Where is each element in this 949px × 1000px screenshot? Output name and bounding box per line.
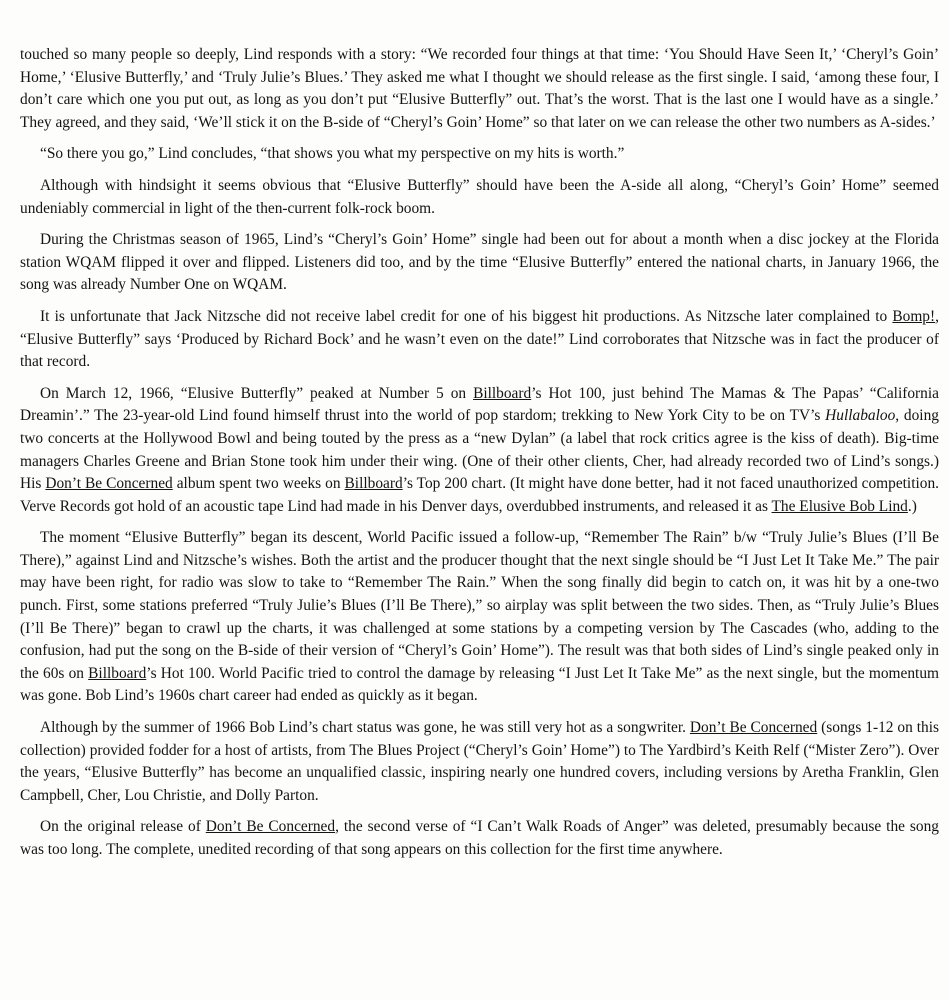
paragraph-6 [20, 383, 939, 519]
paragraph-1 [20, 44, 939, 134]
text-run: , the second verse of “I Can’t Walk Roads of Anger” was deleted, presumably because the song was too long. The complete, unedited recording of that song appears on this collection for the first time anywhere. [20, 818, 939, 858]
text-run: The moment “Elusive Butterfly” began its descent, World Pacific issued a follow-up, “Remember The Rain” b/w “Truly Julie’s Blues (I’ll Be There),” against Lind and Nitzsche’s wishes. Both the artist and the producer thought that the next single should be “I Just Let It Take Me.” The pair may have been right, for radio was slow to take to “Remember The Rain.” When the song finally did begin to catch on, it was hit by a one-two punch. First, some stations preferred “Truly Julie’s Blues (I’ll Be There),” so airplay was split between the two sides. Then, as “Truly Julie’s Blues (I’ll Be There)” began to crawl up the charts, it was challenged at some stations by a competing version by The Cascades (who, adding to the confusion, had put the song on the B-side of their version of “Cheryl’s Goin’ Home”). The result was that both sides of Lind’s single peaked only in the 60s on [20, 529, 939, 682]
album-title: Don’t Be Concerned [689, 719, 818, 737]
text-run: , doing two concerts at the Hollywood Bowl and being touted by the press as a “new Dylan” (a label that rock critics agree is the kiss of death). Big-time managers Charles Greene and Brian Stone took him under their wing. (One of their other clients, Cher, had already recorded two of Lind’s songs.) His [20, 407, 939, 493]
text-run: album spent two weeks on [172, 475, 345, 493]
text-run: During the Christmas season of 1965, Lind’s “Cheryl’s Goin’ Home” single had been out for about a month when a disc jockey at the Florida station WQAM flipped it over and flipped. Listeners did too, and by the time “Elusive Butterfly” entered the national charts, in January 1966, the song was already Number One on WQAM. [20, 231, 939, 294]
album-title: The Elusive Bob Lind [771, 497, 908, 515]
publication-title-billboard: Billboard [344, 475, 403, 493]
text-run: On March 12, 1966, “Elusive Butterfly” peaked at Number 5 on [40, 384, 474, 402]
album-title: Don’t Be Concerned [45, 475, 173, 493]
paragraph-9 [20, 816, 939, 861]
text-run: ’s Top 200 chart. (It might have done better, had it not faced unauthorized competition. Verve Records got hold of an acoustic tape Lind had made in his Denver days, overdubbed instruments, and released it as [20, 475, 940, 515]
publication-title-billboard: Billboard [473, 384, 532, 402]
paragraph-8 [20, 717, 939, 807]
tv-show-title: Hullabaloo [825, 407, 896, 425]
publication-title-bomp: Bomp! [892, 307, 936, 325]
text-run: ’s Hot 100. World Pacific tried to control the damage by releasing “I Just Let It Take Me” as the next single, but the momentum was gone. Bob Lind’s 1960s chart career had ended as quickly as it began. [20, 664, 939, 705]
text-run: (songs 1-12 on this collection) provided fodder for a host of artists, from The Blues Project (“Cheryl’s Goin’ Home”) to The Yardbird’s Keith Relf (“Mister Zero”). Over the years, “Elusive Butterfly” has become an unqualified classic, inspiring nearly one hundred covers, including versions by Aretha Franklin, Glen Campbell, Cher, Lou Christie, and Dolly Parton. [20, 719, 939, 804]
text-run: .) [907, 497, 917, 515]
text-run: ’s Hot 100, just behind The Mamas & The Papas’ “California Dreamin’.” The 23-year-old Lind found himself thrust into the world of pop stardom; trekking to New York City to be on TV’s [20, 384, 939, 425]
text-run: Although by the summer of 1966 Bob Lind’s chart status was gone, he was still very hot as a songwriter. [40, 719, 690, 737]
text-run: Although with hindsight it seems obvious that “Elusive Butterfly” should have been the A-side all along, “Cheryl’s Goin’ Home” seemed undeniably commercial in light of the then-current folk-rock boom. [20, 176, 939, 217]
text-run: On the original release of [40, 818, 206, 836]
paragraph-5 [20, 306, 939, 374]
text-run: , “Elusive Butterfly” says ‘Produced by Richard Bock’ and he wasn’t even on the date!” Lind corroborates that Nitzsche was in fact the producer of that record. [20, 307, 939, 371]
publication-title-billboard: Billboard [88, 664, 147, 682]
paragraph-2 [20, 143, 939, 166]
paragraph-4 [20, 229, 939, 297]
text-run: “So there you go,” Lind concludes, “that shows you what my perspective on my hits is worth.” [40, 145, 625, 163]
paragraph-3 [20, 175, 939, 220]
album-title: Don’t Be Concerned [205, 818, 336, 836]
paragraph-7 [20, 527, 939, 708]
text-run: touched so many people so deeply, Lind responds with a story: “We recorded four things at that time: ‘You Should Have Seen It,’ ‘Cheryl’s Goin’ Home,’ ‘Elusive Butterfly,’ and ‘Truly Julie’s Blues.’ They asked me what I thought we should release as the first single. I said, ‘among these four, I don’t care which one you put out, as long as you don’t put “Elusive Butterfly” out. That’s the worst. That is the last one I would have as a single.’ They agreed, and they said, ‘We’ll stick it on the B-side of “Cheryl’s Goin’ Home” so that later on we can release the other two numbers as A-sides.’ [20, 46, 939, 131]
text-run: It is unfortunate that Jack Nitzsche did not receive label credit for one of his biggest hit productions. As Nitzsche later complained to [40, 307, 893, 325]
